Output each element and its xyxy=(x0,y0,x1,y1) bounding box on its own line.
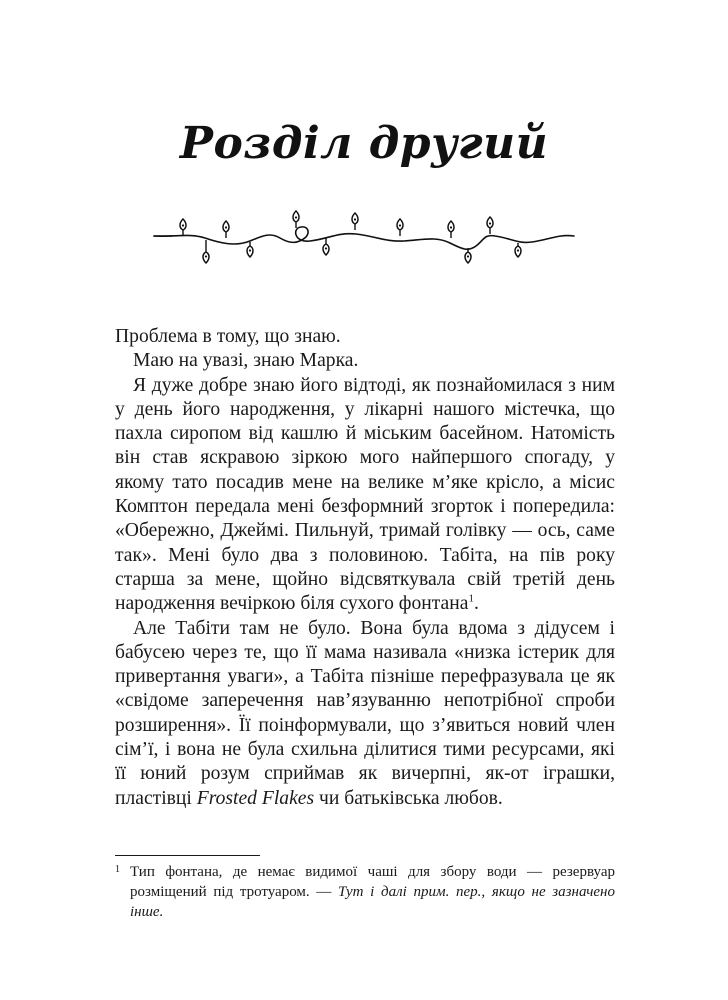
chapter-title: Розділ другий xyxy=(179,118,549,169)
garland-ornament-icon xyxy=(150,208,580,278)
paragraph: Проблема в тому, що знаю. xyxy=(115,326,341,347)
paragraph xyxy=(115,617,615,811)
footnote-text xyxy=(130,862,615,922)
footnote-mark: 1 xyxy=(115,864,120,875)
paragraph-text-end: . xyxy=(473,593,479,615)
paragraph-text: Але Табіти там не було. Вона була вдома з дідусем і бабусею через те, що її мама називала «низка істерик для привертання уваги», а Табіта пізніше перефразувала це як «свідоме заперечення нав’язуванню непотрібної спроби розширення». Її поінформували, що з’явиться новий член сім’ї, і вона не була схильна ділитися тими ресурсами, які її юний розум сприймав як вичерпні, як-от іграшки, пластівці xyxy=(115,617,615,809)
brand-name: Frosted Flakes xyxy=(196,787,315,809)
translator-note: Тут і далі прим. пер., якщо не зазначено інше. xyxy=(130,884,615,920)
footnote-body: Тип фонтана, де немає видимої чаші для збору води — резервуар розміщений під тротуаром. — xyxy=(130,864,615,900)
footnote-divider xyxy=(115,855,260,856)
chapter-body xyxy=(115,325,615,811)
paragraph-text-end: чи батьківська любов. xyxy=(314,787,503,809)
footnote-reference[interactable]: 1 xyxy=(468,592,474,605)
paragraph-text: Я дуже добре знаю його відтоді, як познайомилася з ним у день його народження, у лікарні нашого містечка, що пахла сиропом від кашлю й міським басейном. Натомість він став яскравою зіркою мого найпершого спогаду, у якому тато посадив мене на велике м’яке крісло, а місис Комптон передала мені безформний згорток і попередила: «Обережно, Джеймі. Пильнуй, тримай голівку — ось, саме так». Мені було два з половиною. Табіта, на пів року старша за мене, щойно відсвяткувала свій третій день народження вечіркою біля сухого фонтана xyxy=(115,374,615,615)
paragraph: Маю на увазі, знаю Марка. xyxy=(133,350,359,372)
footnote xyxy=(115,862,615,922)
paragraph xyxy=(115,374,615,617)
